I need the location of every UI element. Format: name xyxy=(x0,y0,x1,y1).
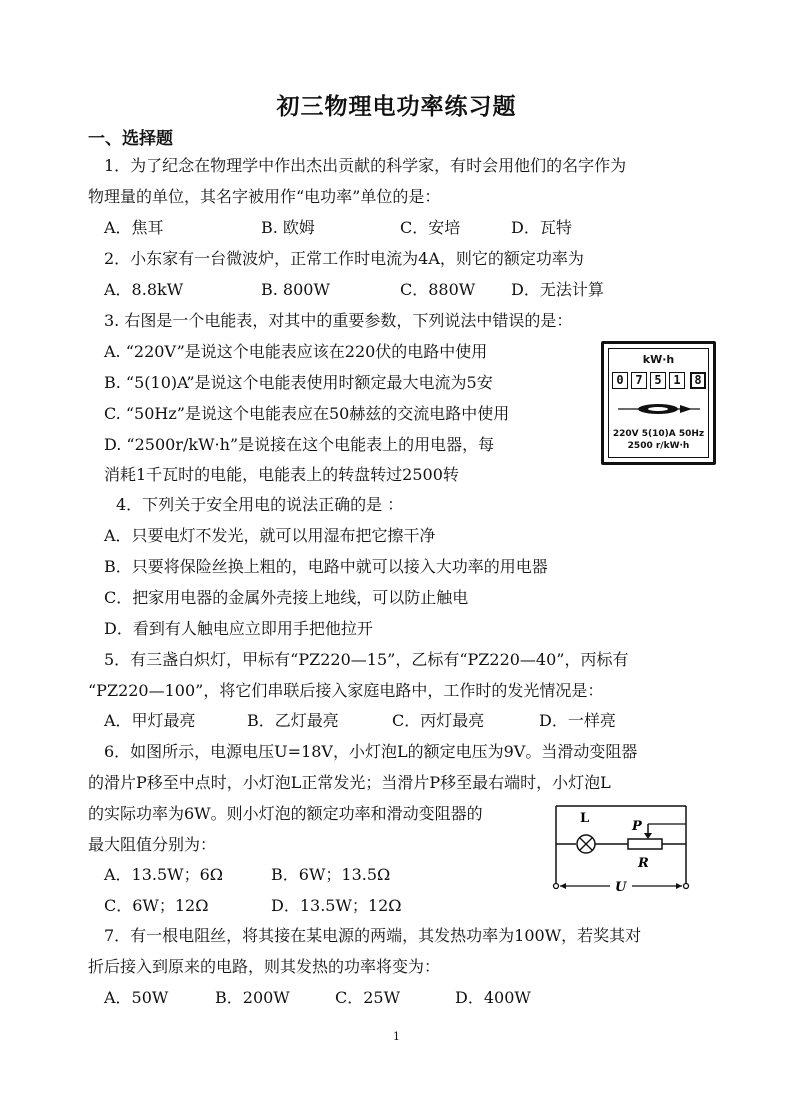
option-b: B．乙灯最亮 xyxy=(247,711,339,730)
lamp-label: L xyxy=(580,811,590,826)
electric-meter-figure xyxy=(601,341,716,465)
question-6-text-cont3: 最大阻值分别为： xyxy=(88,835,217,854)
question-4-option-c: C．把家用电器的金属外壳接上地线，可以防止触电 xyxy=(104,588,469,607)
question-1-text: 1．为了纪念在物理学中作出杰出贡献的科学家，有时会用他们的名字作为 xyxy=(104,156,627,175)
meter-digit-decimal: 8 xyxy=(690,372,706,389)
question-6-text-cont2: 的实际功率为6W。则小灯泡的额定功率和滑动变阻器的 xyxy=(88,804,483,823)
meter-unit-label: kW·h xyxy=(642,353,675,366)
question-3-option-d-cont: 消耗1千瓦时的电能，电能表上的转盘转过2500转 xyxy=(104,465,459,484)
question-5-text-cont: “PZ220—100”，将它们串联后接入家庭电路中，工作时的发光情况是： xyxy=(88,681,604,700)
question-3-option-c: C. “50Hz”是说这个电能表应在50赫兹的交流电路中使用 xyxy=(104,404,510,423)
question-4-option-d: D．看到有人触电应立即用手把他拉开 xyxy=(104,619,373,638)
question-1-options xyxy=(104,218,572,238)
question-6-text-cont: 的滑片P移至中点时，小灯泡L正常发光；当滑片P移至最右端时，小灯泡L xyxy=(88,773,611,792)
question-6-text: 6．如图所示，电源电压U=18V，小灯泡L的额定电压为9V。当滑动变阻器 xyxy=(104,742,638,761)
option-d: D．无法计算 xyxy=(511,280,604,299)
meter-specs-line2: 2500 r/kW·h xyxy=(627,441,690,451)
option-d: D．瓦特 xyxy=(511,218,572,237)
meter-specs xyxy=(604,428,713,452)
meter-specs-line1: 220V 5(10)A 50Hz xyxy=(612,429,705,439)
option-b: B．200W xyxy=(215,988,290,1007)
question-4-text: 4．下列关于安全用电的说法正确的是 ： xyxy=(116,495,404,514)
question-7-text-cont: 折后接入到原来的电路，则其发热的功率将变为： xyxy=(88,957,441,976)
meter-digit: 7 xyxy=(631,372,647,389)
meter-digit: 5 xyxy=(650,372,666,389)
question-3-option-d: D. “2500r/kW·h”是说接在这个电能表上的用电器，每 xyxy=(104,435,495,454)
question-7-text: 7．有一根电阻丝，将其接在某电源的两端，其发热功率为100W，若奖其对 xyxy=(104,926,642,945)
question-1-text-cont: 物理量的单位，其名字被用作“电功率”单位的是： xyxy=(88,187,441,206)
option-b: B. 欧姆 xyxy=(261,218,315,237)
question-3-option-b: B. “5(10)A”是说这个电能表使用时额定最大电流为5安 xyxy=(104,373,493,392)
option-d: D．400W xyxy=(455,988,531,1007)
option-d: D．13.5W；12Ω xyxy=(271,896,402,915)
meter-digits xyxy=(612,372,706,389)
option-d: D．一样亮 xyxy=(539,711,616,730)
question-6-options-row2 xyxy=(104,896,402,916)
question-5-options xyxy=(104,711,616,731)
option-c: C．丙灯最亮 xyxy=(392,711,485,730)
option-c: C．安培 xyxy=(400,218,461,237)
option-a: A．甲灯最亮 xyxy=(104,711,196,730)
question-2-options xyxy=(104,280,604,300)
option-a: A．焦耳 xyxy=(104,218,164,237)
voltage-label: U xyxy=(615,880,627,895)
question-4-option-a: A．只要电灯不发光，就可以用湿布把它擦干净 xyxy=(104,526,436,545)
question-3-text: 3. 右图是一个电能表，对其中的重要参数，下列说法中错误的是： xyxy=(104,311,573,330)
page-title: 初三物理电功率练习题 xyxy=(276,94,517,120)
rheostat-icon xyxy=(628,839,662,849)
option-c: C．25W xyxy=(335,988,401,1007)
meter-digit: 0 xyxy=(612,372,628,389)
page-number: 1 xyxy=(393,1030,400,1043)
option-a: A．13.5W；6Ω xyxy=(104,865,224,884)
question-4-option-b: B．只要将保险丝换上粗的，电路中就可以接入大功率的用电器 xyxy=(104,557,548,576)
meter-disc-icon xyxy=(618,400,700,418)
meter-digit: 1 xyxy=(669,372,685,389)
section-heading: 一、选择题 xyxy=(88,129,173,149)
option-c: C．6W；12Ω xyxy=(104,896,209,915)
option-a: A．50W xyxy=(104,988,169,1007)
option-b: B. 800W xyxy=(261,280,330,299)
question-6-options-row1 xyxy=(104,865,390,885)
option-b: B．6W；13.5Ω xyxy=(271,865,391,884)
circuit-diagram xyxy=(548,800,696,896)
question-5-text: 5．有三盏白炽灯，甲标有“PZ220—15”，乙标有“PZ220—40”，丙标有 xyxy=(104,650,629,669)
resistor-label: R xyxy=(638,856,649,871)
slider-label: P xyxy=(632,819,642,834)
option-a: A．8.8kW xyxy=(104,280,184,299)
question-2-text: 2．小东家有一台微波炉，正常工作时电流为4A，则它的额定功率为 xyxy=(104,249,584,268)
question-3-option-a: A. “220V”是说这个电能表应该在220伏的电路中使用 xyxy=(104,342,488,361)
option-c: C．880W xyxy=(400,280,476,299)
question-7-options xyxy=(104,988,531,1008)
